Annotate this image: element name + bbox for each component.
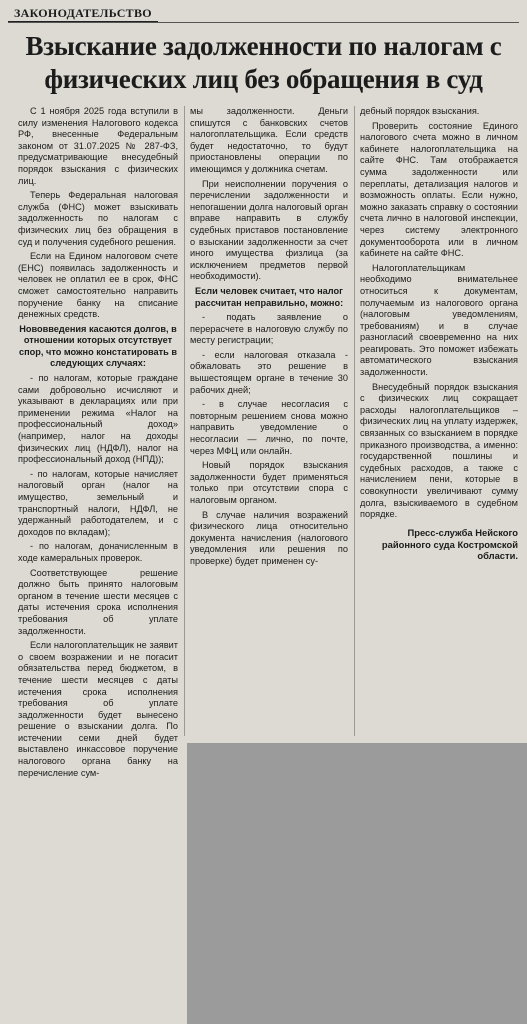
- paragraph: Если человек считает, что налог рассчитан неправильно, можно:: [194, 285, 344, 308]
- paragraph: - если налоговая отказала - обжаловать это решение в вышестоящем органе в течение 30 рабочих дней;: [190, 349, 348, 395]
- paragraph: С 1 ноября 2025 года вступили в силу изменения Налогового кодекса РФ, внесенные Федеральным законом от 31.07.2025 № 287-ФЗ, предусматривающие внесудебный порядок взыскания с физических лиц.: [18, 106, 178, 186]
- article-headline: Взыскание задолженности по налогам с физических лиц без обращения в суд: [25, 31, 502, 94]
- paragraph: В случае наличия возражений физического лица относительно документа начисления (налогового уведомления или решения по проверке) будет применен су-: [190, 509, 348, 566]
- paragraph: Нововведения касаются долгов, в отношении которых отсутствует спор, что можно констатировать в следующих случаях:: [19, 323, 177, 369]
- blank-grey-area: [187, 743, 527, 1024]
- article-column-1: [18, 106, 178, 1021]
- paragraph: Соответствующее решение должно быть принято налоговым органом в течение шести месяцев с даты истечения срока исполнения требования об уплате задолженности.: [18, 567, 178, 636]
- paragraph: Проверить состояние Единого налогового счета можно в личном кабинете налогоплательщика на сайте ФНС. Там отображается сумма задолженности или переплаты, детализация налогов и возможность оплаты. Если нужно, можно заказать справку о состоянии счета лично в налоговой инспекции, через систему электронного документооборота или в личном кабинете на сайте ФНС.: [360, 120, 518, 259]
- paragraph: Если на Едином налоговом счете (ЕНС) появилась задолженность и человек не оплатил ее в срок, ФНС сможет самостоятельно направить поручение банку на списание денежных средств.: [18, 251, 178, 320]
- paragraph: При неисполнении поручения о перечислении задолженности и непогашении долга налоговый орган вправе направить в службу судебных приставов постановление о взыскании задолженности за счет иного имущества физлица (за исключением предметов первой необходимости).: [190, 178, 348, 282]
- paragraph: - по налогам, которые начисляет налоговый орган (налог на имущество, земельный и транспортный налоги, НДФЛ, не удержанный работодателем, и с доходов по вкладам);: [18, 468, 178, 537]
- paragraph: мы задолженности. Деньги спишутся с банковских счетов налогоплательщика. Если средств будет недостаточно, то будут приостановлены операции по имеющимся у должника счетам.: [190, 106, 348, 174]
- paragraph: Теперь Федеральная налоговая служба (ФНС) может взыскивать задолженность по налогам с физических лиц без обращения в суд и получения судебного решения.: [18, 190, 178, 247]
- rubric-divider: [8, 22, 519, 23]
- paragraph: Новый порядок взыскания задолженности будет применяться только при отсутствии спора с налоговым органом.: [190, 460, 348, 505]
- paragraph: - по налогам, доначисленным в ходе камеральных проверок.: [18, 541, 178, 563]
- paragraph: дебный порядок взыскания.: [360, 106, 480, 116]
- article-column-3-body: [360, 106, 518, 521]
- paragraph: - по налогам, которые граждане сами добровольно исчисляют и указывают в декларациях или при применении режима «Налог на профессиональный доход» (например, налог на доходы физических лиц (НДФЛ), налог на профессиональный доход (НПД));: [18, 373, 178, 465]
- column-divider-2: [354, 106, 355, 736]
- section-rubric: ЗАКОНОДАТЕЛЬСТВО: [8, 6, 158, 23]
- article-column-3: [360, 106, 518, 734]
- article-signature: Пресс-служба Нейского районного суда Костромской области.: [381, 526, 518, 562]
- paragraph: Если налогоплательщик не заявит о своем возражении и не погасит обязательства перед бюджетом, в течение шести месяцев с даты истечения срока исполнения требования об уплате задолженности будет вынесено решение о взыскании долга. По истечении семи дней будет выставлено инкассовое поручение налогового органа банку на перечисление сум-: [18, 640, 178, 778]
- paragraph: Налогоплательщикам необходимо внимательнее относиться к документам, получаемым из налогового органа (налоговым уведомлениям, требованиям) и в случае разногласий своевременно на них реагировать. Это поможет избежать автоматического взыскания задолженности.: [360, 262, 518, 378]
- column-divider-1: [184, 106, 185, 736]
- paragraph: - в случае несогласия с повторным решением снова можно направить уведомление о несогласии — лично, по почте, через МФЦ или онлайн.: [190, 399, 348, 456]
- paragraph: - подать заявление о перерасчете в налоговую службу по месту регистрации;: [190, 312, 348, 346]
- paragraph: Внесудебный порядок взыскания с физических лиц сокращает расходы налогоплательщиков – физических лиц на уплату издержек, связанных со взысканием в порядке приказного производства, а именно: государственной пошлины и судебных расходов, а также с начислением пени, которые в совокупности увеличивают сумму долга, взыскиваемого в судебном порядке.: [360, 381, 518, 520]
- article-column-2: [190, 106, 348, 734]
